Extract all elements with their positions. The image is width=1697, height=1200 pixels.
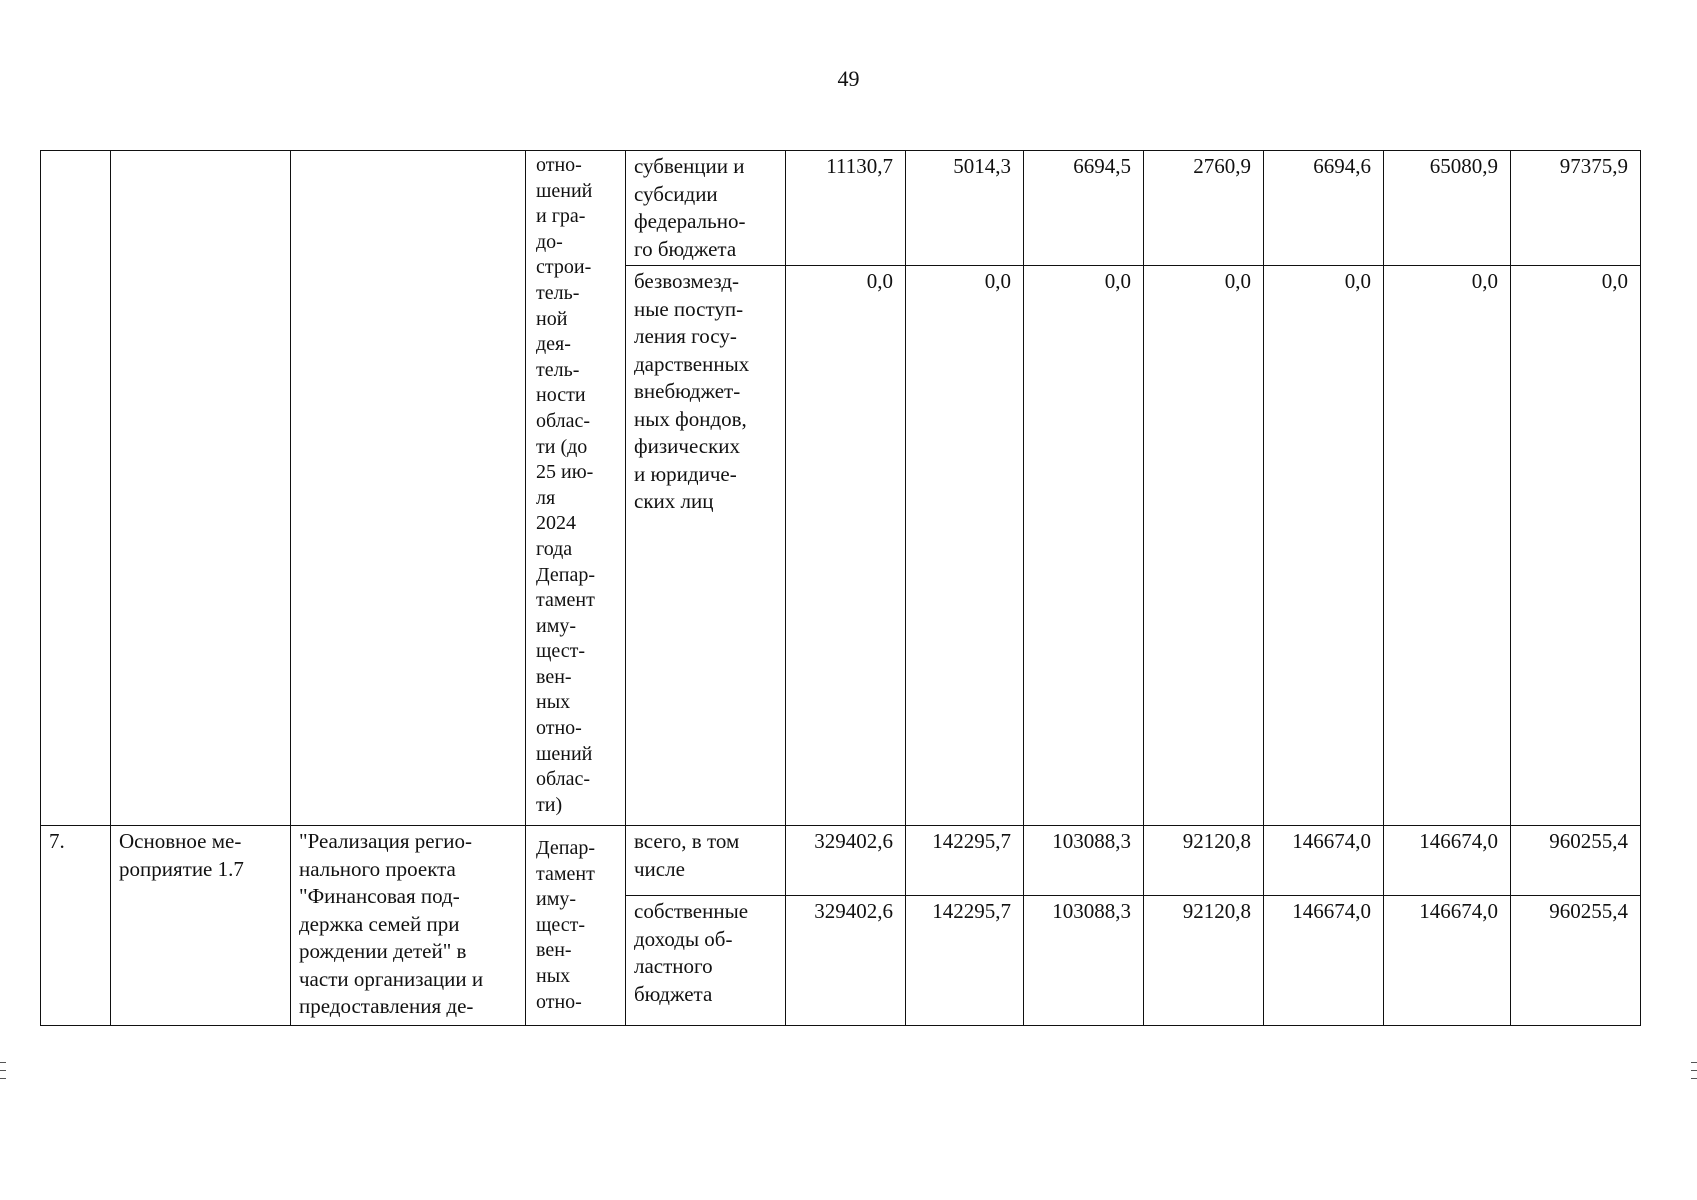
value-cell: 2760,9 (1144, 151, 1264, 266)
value-cell: 329402,6 (786, 896, 906, 1026)
value-cell: 142295,7 (906, 826, 1024, 896)
value-cell: 0,0 (1264, 266, 1384, 826)
value-cell: 92120,8 (1144, 826, 1264, 896)
scan-edge-mark (1691, 1062, 1697, 1063)
value-cell: 6694,5 (1024, 151, 1144, 266)
table-body (41, 151, 1641, 1026)
executor-cell: Депар- тамент иму- щест- вен- ных отно- (526, 826, 626, 1026)
event-type-cell: Основное ме- роприятие 1.7 (111, 826, 291, 1026)
value-cell: 0,0 (1511, 266, 1641, 826)
value-cell: 960255,4 (1511, 896, 1641, 1026)
row-number-cell: 7. (41, 826, 111, 1026)
scan-edge-mark (0, 1078, 6, 1079)
event-type-cell (111, 151, 291, 826)
scan-edge-mark (0, 1070, 6, 1071)
funding-source-cell: собственные доходы об- ластного бюджета (626, 896, 786, 1026)
value-cell: 329402,6 (786, 826, 906, 896)
value-cell: 146674,0 (1384, 896, 1511, 1026)
value-cell: 103088,3 (1024, 826, 1144, 896)
event-name-cell (291, 151, 526, 826)
table-row (41, 826, 1641, 896)
table-row (41, 151, 1641, 266)
funding-source-cell: всего, в том числе (626, 826, 786, 896)
value-cell: 960255,4 (1511, 826, 1641, 896)
value-cell: 11130,7 (786, 151, 906, 266)
scan-edge-mark (0, 1062, 6, 1063)
page-number: 49 (837, 66, 860, 91)
value-cell: 146674,0 (1264, 896, 1384, 1026)
value-cell: 92120,8 (1144, 896, 1264, 1026)
value-cell: 142295,7 (906, 896, 1024, 1026)
executor-cell: отно- шений и гра- до- строи- тель- ной дея- тель- ности облас- ти (до 25 ию- ля 2024 года Депар- тамент иму- щест- вен- ных отно- шений облас- ти) (526, 151, 626, 826)
scan-edge-mark (1691, 1078, 1697, 1079)
row-number-cell (41, 151, 111, 826)
funding-source-cell: безвозмезд- ные поступ- ления госу- дарственных внебюджет- ных фондов, физических и юридиче- ских лиц (626, 266, 786, 826)
value-cell: 0,0 (1144, 266, 1264, 826)
event-name-cell: "Реализация регио- нального проекта "Финансовая под- держка семей при рождении детей" в части организации и предоставления де- (291, 826, 526, 1026)
value-cell: 97375,9 (1511, 151, 1641, 266)
scan-edge-mark (1691, 1070, 1697, 1071)
value-cell: 6694,6 (1264, 151, 1384, 266)
funding-source-cell: субвенции и субсидии федерально- го бюджета (626, 151, 786, 266)
value-cell: 0,0 (786, 266, 906, 826)
value-cell: 0,0 (1024, 266, 1144, 826)
value-cell: 65080,9 (1384, 151, 1511, 266)
value-cell: 5014,3 (906, 151, 1024, 266)
value-cell: 146674,0 (1264, 826, 1384, 896)
value-cell: 0,0 (1384, 266, 1511, 826)
value-cell: 103088,3 (1024, 896, 1144, 1026)
budget-table (40, 150, 1641, 1026)
value-cell: 146674,0 (1384, 826, 1511, 896)
value-cell: 0,0 (906, 266, 1024, 826)
